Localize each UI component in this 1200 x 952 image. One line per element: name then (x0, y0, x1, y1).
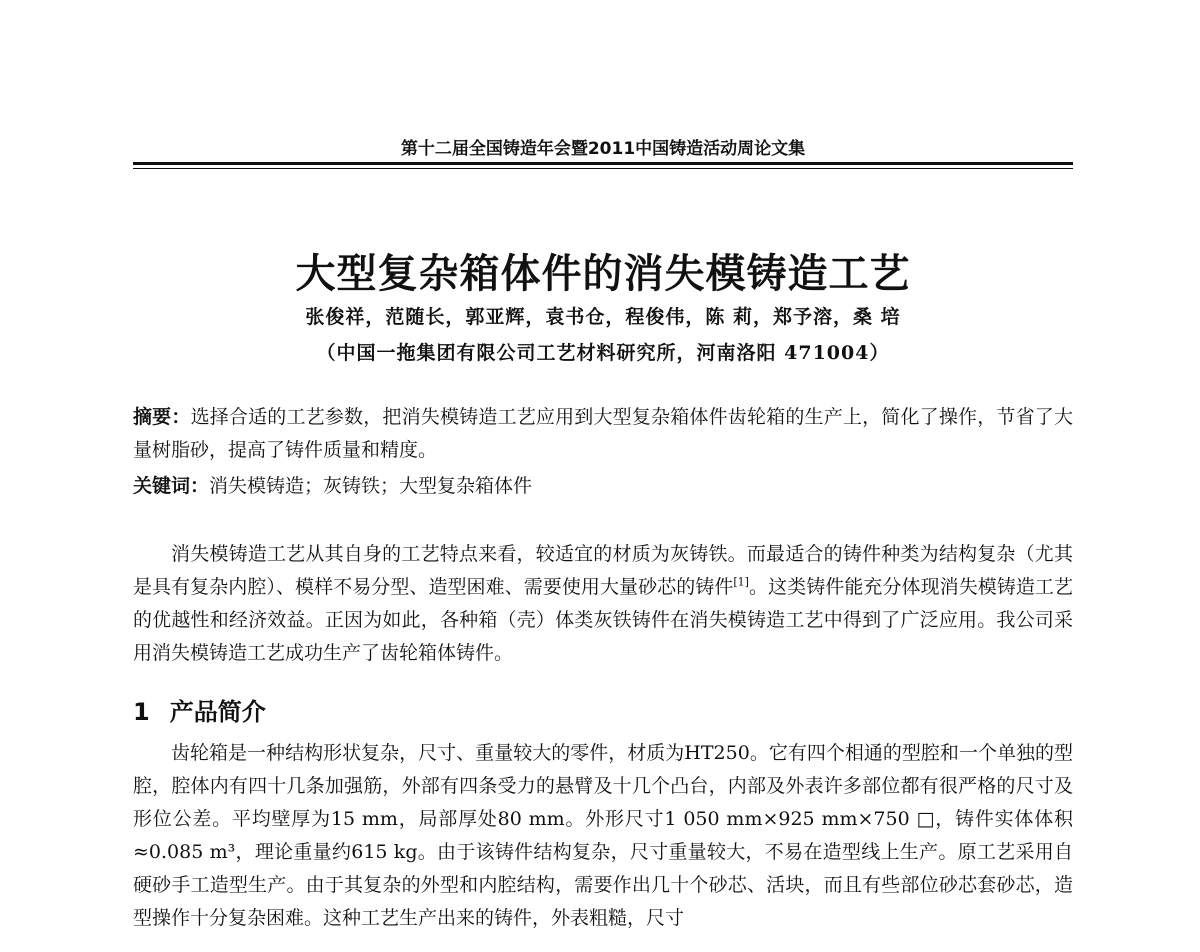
section-number: 1 (133, 698, 150, 726)
keywords-label: 关键词： (133, 475, 210, 497)
header-rule-thick (133, 162, 1073, 165)
paper-title: 大型复杂箱体件的消失模铸造工艺 (295, 251, 911, 297)
intro-text-part2: 。这类铸件能充分体现消失模铸造工艺的优越性和经济效益。正因为如此，各种箱（壳）体类灰铁铸件在消失模铸造工艺中得到了广泛应用。我公司采用消失模铸造工艺成功生产了齿轮箱体铸件。 (133, 576, 1073, 664)
abstract (133, 401, 1073, 467)
abstract-text: 选择合适的工艺参数，把消失模铸造工艺应用到大型复杂箱体件齿轮箱的生产上，简化了操作，节省了大量树脂砂，提高了铸件质量和精度。 (133, 406, 1073, 461)
author-list: 张俊祥，范随长，郭亚辉，袁书仓，程俊伟，陈 莉，郑予溶，桑 培 (305, 306, 901, 328)
abstract-label: 摘要： (133, 406, 191, 428)
product-paragraph: 齿轮箱是一种结构形状复杂，尺寸、重量较大的零件，材质为HT250。它有四个相通的型腔和一个单独的型腔，腔体内有四十几条加强筋，外部有四条受力的悬臂及十几个凸台，内部及外表许多部位都有很严格的尺寸及形位公差。平均壁厚为15 mm，局部厚处80 mm。外形尺寸1 050 mm×925 mm×750 □，铸件实体体积≈0.085 m³，理论重量约615 kg。由于该铸件结构复杂，尺寸重量较大，不易在造型线上生产。原工艺采用自硬砂手工造型生产。由于其复杂的外型和内腔结构，需要作出几十个砂芯、活块，而且有些部位砂芯套砂芯，造型操作十分复杂困难。这种工艺生产出来的铸件，外表粗糙，尺寸 (133, 742, 1073, 929)
section-title: 产品简介 (169, 698, 266, 726)
running-header: 第十二届全国铸造年会暨2011中国铸造活动周论文集 (400, 139, 806, 159)
intro-paragraph (133, 538, 1073, 670)
keywords (133, 470, 1073, 503)
keywords-text: 消失模铸造；灰铸铁；大型复杂箱体件 (209, 475, 533, 497)
section-heading (133, 692, 266, 727)
intro-text-part1: 消失模铸造工艺从其自身的工艺特点来看，较适宜的材质为灰铸铁。而最适合的铸件种类为结构复杂（尤其是具有复杂内腔）、模样不易分型、造型困难、需要使用大量砂芯的铸件 (133, 543, 1073, 598)
header-rule-thin (133, 168, 1073, 169)
affiliation: （中国一拖集团有限公司工艺材料研究所，河南洛阳 471004） (316, 342, 890, 364)
citation-ref: [1] (733, 575, 749, 589)
